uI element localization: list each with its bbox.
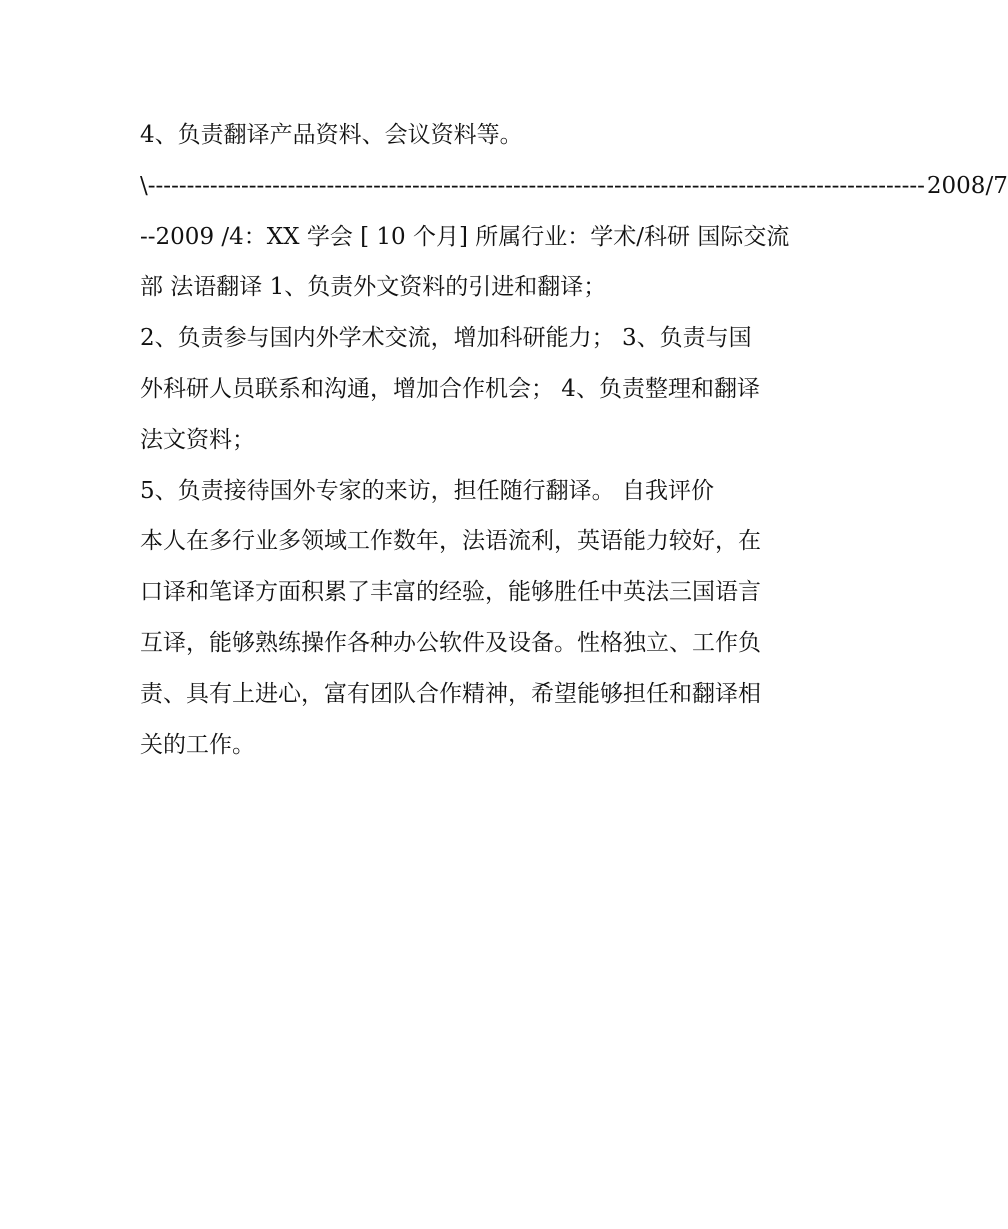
text-line-duties-2-3: 2、负责参与国内外学术交流，增加科研能力； 3、负责与国 [140,325,752,352]
separator-line [140,161,1008,212]
text-line-duty-4: 4、负责翻译产品资料、会议资料等。 [140,122,523,148]
text-line-self-eval-5: 关的工作。 [140,731,255,758]
text-line-self-eval-3: 互译，能够熟练操作各种办公软件及设备。性格独立、工作负 [140,629,761,656]
text-line-period-org: --2009 /4：XX 学会 [ 10 个月] 所属行业：学术/科研 国际交流 [140,223,790,250]
text-line-self-eval-1: 本人在多行业多领域工作数年，法语流利，英语能力较好，在 [140,528,761,555]
text-line-duties-3-4: 外科研人员联系和沟通，增加合作机会； 4、负责整理和翻译 [140,375,760,402]
text-line-duty-5-self-eval: 5、负责接待国外专家的来访，担任随行翻译。 自我评价 [140,477,714,504]
text-line-duty-4-cont: 法文资料； [140,426,255,453]
text-line-self-eval-4: 责、具有上进心，富有团队合作精神，希望能够担任和翻译相 [140,680,761,707]
separator-dashes: \---------------------------------------------------------------------------------------------------- [140,172,925,199]
document-body [140,110,1008,770]
text-line-self-eval-2: 口译和笔译方面积累了丰富的经验，能够胜任中英法三国语言 [140,579,761,606]
text-line-department-role: 部 法语翻译 1、负责外文资料的引进和翻译； [140,274,607,301]
separator-start-date: 2008/7 [926,172,1008,199]
